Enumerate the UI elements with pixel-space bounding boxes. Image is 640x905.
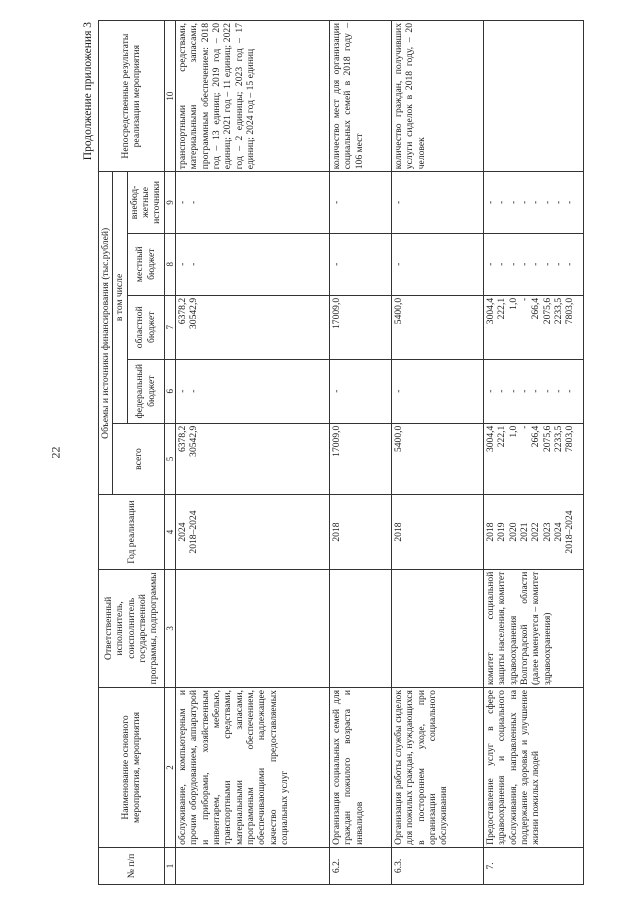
row-no: 6.2. (330, 847, 392, 884)
row-results (484, 21, 584, 172)
header-total: всего (113, 423, 164, 495)
table-row (176, 21, 330, 885)
row-name: Организация работы службы сиделок для пожилых граждан, нуждающихся в постороннем уходе, при организации социального обслуживания (392, 688, 484, 848)
funding-table (98, 20, 584, 885)
rotated-page-content (82, 20, 614, 885)
row-years (176, 495, 330, 569)
regional-value: - (519, 297, 531, 302)
row-local (176, 233, 330, 295)
local-value: - (564, 262, 576, 266)
header-year: Год реализации (99, 495, 165, 569)
local-value: - (496, 262, 508, 266)
total-value: - (519, 425, 531, 429)
row-name: Предоставление услуг в сфере здравоохранения и социального обслуживания, направленных на поддержание здоровья и улучшение жизни пожилых людей (484, 688, 584, 848)
federal-value: - (541, 389, 553, 393)
col-number: 8 (164, 233, 176, 295)
row-years: 2018 (330, 495, 392, 569)
column-number-row (164, 21, 176, 885)
federal-value: - (496, 389, 508, 393)
year-value: 2020 (507, 522, 519, 542)
regional-value: 2075,6 (541, 297, 553, 325)
header-funding: Объемы и источники финансирования (тыс.рублей) (99, 172, 113, 495)
year-value: 2024 (177, 522, 189, 542)
federal-value: - (507, 389, 519, 393)
regional-value: 222,1 (496, 297, 508, 320)
year-value: 2019 (496, 522, 508, 542)
row-local (484, 233, 584, 295)
year-value: 2021 (519, 522, 531, 542)
regional-value: 266,4 (530, 297, 542, 320)
total-value: 2075,6 (541, 425, 553, 453)
row-total: 17009,0 (330, 423, 392, 495)
year-value: 2023 (541, 522, 553, 542)
federal-value: - (564, 389, 576, 393)
col-number: 1 (164, 847, 176, 884)
year-value: 2024 (553, 522, 565, 542)
row-executor (330, 569, 392, 687)
row-name: Организация социальных семей для граждан пожилого возраста и инвалидов (330, 688, 392, 848)
federal-value: - (530, 389, 542, 393)
row-no: 6.3. (392, 847, 484, 884)
federal-value: - (188, 389, 200, 393)
extra-value: - (541, 200, 553, 205)
row-regional (176, 295, 330, 359)
row-no (176, 847, 330, 884)
total-value: 30542,9 (188, 425, 200, 457)
row-federal: - (330, 359, 392, 423)
header-executor: Ответственный исполнитель, соисполнитель государственной программы, подпрограммы (99, 569, 165, 687)
regional-value: 30542,9 (188, 297, 200, 329)
extra-value: - (519, 200, 531, 205)
local-value: - (485, 262, 497, 266)
row-results: количество мест для организации социальных семей в 2018 году – 106 мест (330, 21, 392, 172)
regional-value: 1,0 (507, 297, 519, 310)
total-value: 3004,4 (485, 425, 497, 453)
regional-value: 7803,0 (564, 297, 576, 325)
col-number: 7 (164, 295, 176, 359)
row-regional (484, 295, 584, 359)
row-total (484, 423, 584, 495)
row-federal (176, 359, 330, 423)
col-number: 9 (164, 172, 176, 233)
row-extra: - (392, 172, 484, 233)
row-regional: 17009,0 (330, 295, 392, 359)
regional-value: 2233,5 (553, 297, 565, 325)
extra-value: - (177, 200, 189, 205)
total-value: 7803,0 (564, 425, 576, 453)
row-results: транспортными средствами, материальными запасами, программным обеспечением: 2018 год – 13 единиц; 2019 год – 20 единиц; 2021 год – 11 единиц; 2022 год – 2 единицы; 2023 год – 17 единиц; 2024 год – 15 единиц (176, 21, 330, 172)
local-value: - (507, 262, 519, 266)
regional-value: 6378,2 (177, 297, 189, 325)
col-number: 5 (164, 423, 176, 495)
federal-value: - (485, 389, 497, 393)
year-value: 2018–2024 (564, 510, 576, 554)
year-value: 2018–2024 (188, 510, 200, 554)
row-years: 2018 (392, 495, 484, 569)
total-value: 1,0 (507, 425, 519, 438)
row-name: обслуживание, компьютерным и прочим оборудованием, аппаратурой и приборами, хозяйственным инвентарем, мебелью, транспортными средствами, материальными запасами, программным обеспечением, обеспечивающими надлежащее качество предоставляемых социальных услуг (176, 688, 330, 848)
row-total (176, 423, 330, 495)
header-local: местный бюджет (127, 233, 164, 295)
extra-value: - (564, 200, 576, 205)
row-extra (176, 172, 330, 233)
row-local: - (330, 233, 392, 295)
extra-value: - (496, 200, 508, 205)
row-federal: - (392, 359, 484, 423)
federal-value: - (177, 389, 189, 393)
row-regional: 5400,0 (392, 295, 484, 359)
row-extra (484, 172, 584, 233)
header-incl: в том числе (113, 172, 127, 423)
row-executor: комитет социальной защиты населения, комитет здравоохранения Волгоградской области (далее именуется – комитет здравоохранения) (484, 569, 584, 687)
header-regional: областной бюджет (127, 295, 164, 359)
extra-value: - (530, 200, 542, 205)
federal-value: - (519, 389, 531, 393)
row-executor (176, 569, 330, 687)
year-value: 2022 (530, 522, 542, 542)
table-row (392, 21, 484, 885)
page-number: 22 (48, 446, 63, 459)
col-number: 4 (164, 495, 176, 569)
extra-value: - (188, 200, 200, 205)
row-local: - (392, 233, 484, 295)
local-value: - (530, 262, 542, 266)
local-value: - (177, 262, 189, 266)
total-value: 6378,2 (177, 425, 189, 453)
row-years (484, 495, 584, 569)
row-no: 7. (484, 847, 584, 884)
continuation-label: Продолжение приложения 3 (82, 22, 94, 161)
row-results: количество граждан, получивших услуги сиделок в 2018 году, – 20 человек (392, 21, 484, 172)
local-value: - (553, 262, 565, 266)
header-no: № п/п (99, 847, 165, 884)
extra-value: - (507, 200, 519, 205)
extra-value: - (553, 200, 565, 205)
local-value: - (188, 262, 200, 266)
total-value: 2233,5 (553, 425, 565, 453)
header-extra: внебюд-жетные источники (127, 172, 164, 233)
year-value: 2018 (485, 522, 497, 542)
table-row (330, 21, 392, 885)
col-number: 2 (164, 688, 176, 848)
col-number: 6 (164, 359, 176, 423)
header-name: Наименование основного мероприятия, мероприятия (99, 688, 165, 848)
header-results: Непосредственные результаты реализации мероприятия (99, 21, 165, 172)
row-federal (484, 359, 584, 423)
total-value: 266,4 (530, 425, 542, 448)
local-value: - (519, 262, 531, 266)
row-total: 5400,0 (392, 423, 484, 495)
col-number: 3 (164, 569, 176, 687)
local-value: - (541, 262, 553, 266)
regional-value: 3004,4 (485, 297, 497, 325)
federal-value: - (553, 389, 565, 393)
row-extra: - (330, 172, 392, 233)
row-executor (392, 569, 484, 687)
extra-value: - (485, 200, 497, 205)
total-value: 222,1 (496, 425, 508, 448)
header-federal: федеральный бюджет (127, 359, 164, 423)
table-row (484, 21, 584, 885)
col-number: 10 (164, 21, 176, 172)
